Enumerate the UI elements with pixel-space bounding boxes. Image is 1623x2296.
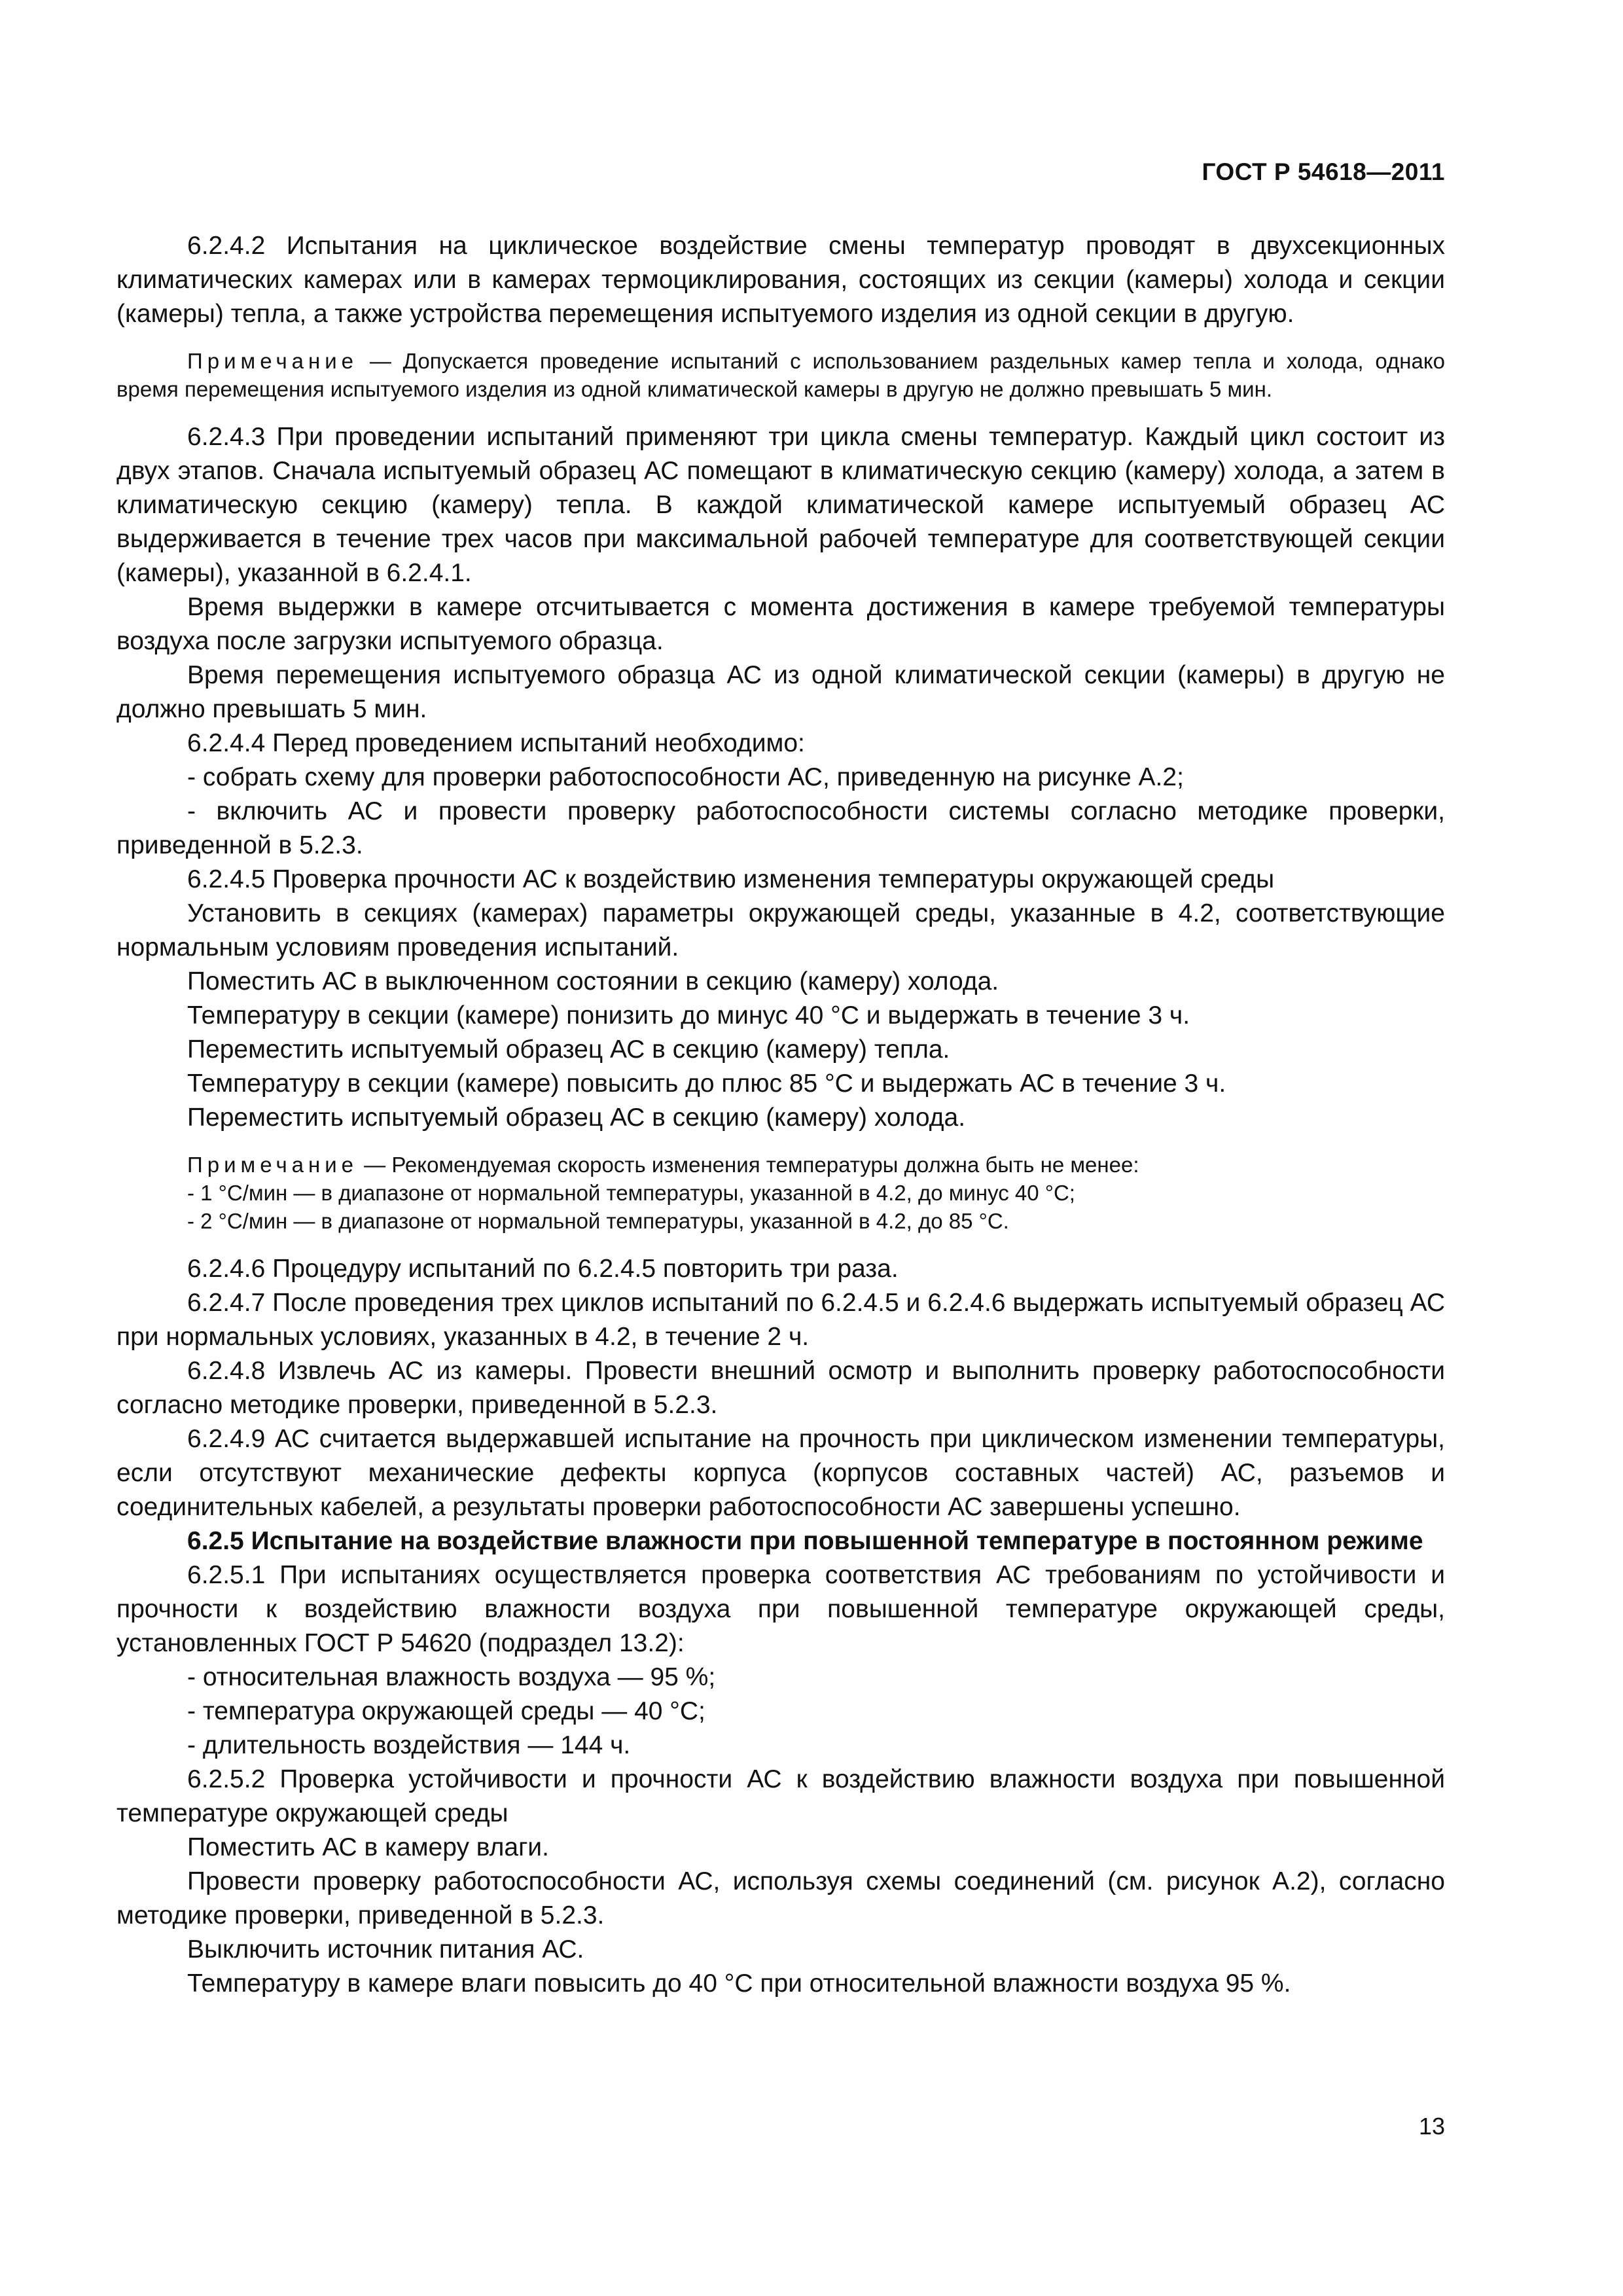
- paragraph: 6.2.4.5 Проверка прочности АС к воздействию изменения температуры окружающей среды: [187, 865, 1275, 893]
- paragraph: 6.2.4.9 АС считается выдержавшей испытание на прочность при циклическом изменении температуры, если отсутствуют механические дефекты корпуса (корпусов составных частей) АС, разъемов и соединительных кабелей, а результаты проверки работоспособности АС завершены успешно.: [116, 1425, 1445, 1521]
- paragraph: Температуру в секции (камере) понизить до минус 40 °С и выдержать в течение 3 ч.: [187, 1001, 1190, 1030]
- paragraph: Переместить испытуемый образец АС в секцию (камеру) тепла.: [187, 1035, 950, 1064]
- paragraph: Температуру в камере влаги повысить до 40 °С при относительной влажности воздуха 95 %.: [187, 1969, 1291, 1998]
- list-item: - относительная влажность воздуха — 95 %;: [187, 1663, 716, 1691]
- paragraph: 6.2.4.4 Перед проведением испытаний необходимо:: [187, 729, 805, 757]
- standard-header: ГОСТ Р 54618—2011: [1202, 158, 1445, 185]
- section-heading: 6.2.5 Испытание на воздействие влажности при повышенной температуре в постоянном режиме: [187, 1527, 1423, 1555]
- paragraph: 6.2.4.2 Испытания на циклическое воздействие смены температур проводят в двухсекционных климатических камерах или в камерах термоциклирования, состоящих из секции (камеры) холода и секции (камеры) тепла, а также устройства перемещения испытуемого изделия из одной секции в другую.: [116, 232, 1445, 328]
- paragraph: Время выдержки в камере отсчитывается с момента достижения в камере требуемой температуры воздуха после загрузки испытуемого образца.: [116, 593, 1445, 655]
- page-number: 13: [1418, 2113, 1445, 2140]
- note-list-item: - 2 °С/мин — в диапазоне от нормальной температуры, указанной в 4.2, до 85 °С.: [187, 1209, 1009, 1233]
- paragraph: Переместить испытуемый образец АС в секцию (камеру) холода.: [187, 1103, 966, 1132]
- note-label: Примечание: [187, 1153, 359, 1177]
- paragraph: 6.2.4.3 При проведении испытаний применяют три цикла смены температур. Каждый цикл состоит из двух этапов. Сначала испытуемый образец АС помещают в климатическую секцию (камеру) холода, а затем в климатическую секцию (камеру) тепла. В каждой климатической камере испытуемый образец АС выдерживается в течение трех часов при максимальной рабочей температуре для соответствующей секции (камеры), указанной в 6.2.4.1.: [116, 423, 1445, 587]
- paragraph: Провести проверку работоспособности АС, используя схемы соединений (см. рисунок А.2), согласно методике проверки, приведенной в 5.2.3.: [116, 1867, 1445, 1929]
- paragraph: 6.2.4.7 После проведения трех циклов испытаний по 6.2.4.5 и 6.2.4.6 выдержать испытуемый образец АС при нормальных условиях, указанных в 4.2, в течение 2 ч.: [116, 1289, 1445, 1351]
- paragraph: 6.2.4.8 Извлечь АС из камеры. Провести внешний осмотр и выполнить проверку работоспособности согласно методике проверки, приведенной в 5.2.3.: [116, 1357, 1445, 1419]
- paragraph: Время перемещения испытуемого образца АС из одной климатической секции (камеры) в другую не должно превышать 5 мин.: [116, 661, 1445, 723]
- note-paragraph: [116, 1151, 1445, 1179]
- note-text: — Рекомендуемая скорость изменения температуры должна быть не менее:: [358, 1153, 1139, 1177]
- list-item: - длительность воздействия — 144 ч.: [187, 1731, 631, 1759]
- note-list-item: - 1 °С/мин — в диапазоне от нормальной температуры, указанной в 4.2, до минус 40 °С;: [187, 1181, 1075, 1205]
- paragraph: Поместить АС в камеру влаги.: [187, 1833, 549, 1861]
- paragraph: Выключить источник питания АС.: [187, 1935, 584, 1964]
- list-item: - собрать схему для проверки работоспособности АС, приведенную на рисунке А.2;: [187, 763, 1184, 791]
- paragraph: 6.2.4.6 Процедуру испытаний по 6.2.4.5 повторить три раза.: [187, 1255, 899, 1283]
- paragraph: 6.2.5.2 Проверка устойчивости и прочности АС к воздействию влажности воздуха при повышенной температуре окружающей среды: [116, 1765, 1445, 1827]
- list-item: - включить АС и провести проверку работоспособности системы согласно методике проверки, приведенной в 5.2.3.: [116, 797, 1445, 859]
- note-block: [116, 347, 1445, 403]
- paragraph: Температуру в секции (камере) повысить до плюс 85 °С и выдержать АС в течение 3 ч.: [187, 1069, 1226, 1098]
- list-item: - температура окружающей среды — 40 °С;: [187, 1697, 705, 1725]
- note-text: — Допускается проведение испытаний с использованием раздельных камер тепла и холода, однако время перемещения испытуемого изделия из одной климатической камеры в другую не должно превышать 5 мин.: [116, 349, 1445, 401]
- paragraph: Поместить АС в выключенном состоянии в секцию (камеру) холода.: [187, 967, 999, 996]
- paragraph: 6.2.5.1 При испытаниях осуществляется проверка соответствия АС требованиям по устойчивости и прочности к воздействию влажности воздуха при повышенной температуре окружающей среды, установленных ГОСТ Р 54620 (подраздел 13.2):: [116, 1561, 1445, 1657]
- document-body: [116, 229, 1445, 2001]
- note-block: [116, 1151, 1445, 1235]
- note-paragraph: [116, 347, 1445, 403]
- note-label: Примечание: [187, 349, 359, 373]
- paragraph: Установить в секциях (камерах) параметры окружающей среды, указанные в 4.2, соответствующие нормальным условиям проведения испытаний.: [116, 899, 1445, 961]
